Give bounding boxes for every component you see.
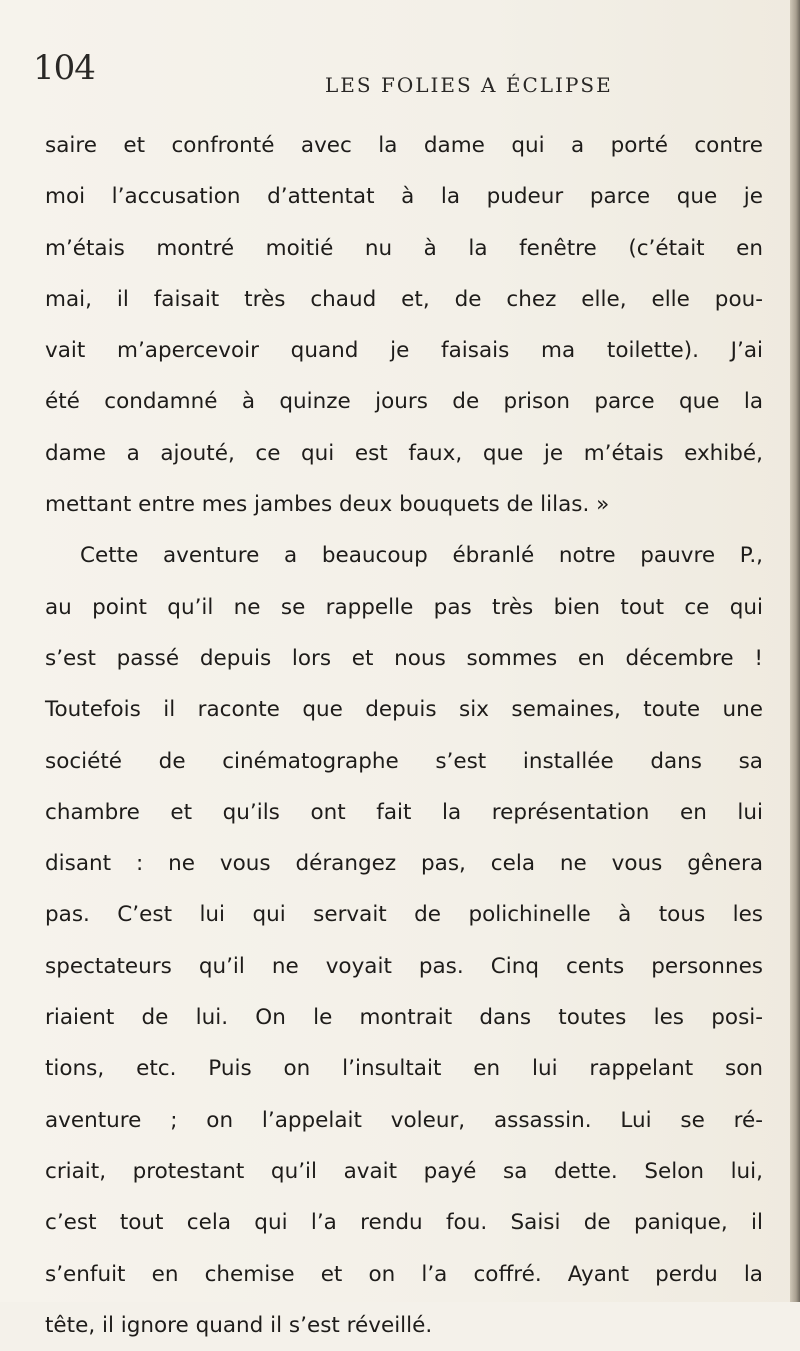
text-line: tions, etc. Puis on l’insultait en lui rappelant son (45, 1056, 763, 1082)
text-line: vait m’apercevoir quand je faisais ma toilette). J’ai (45, 338, 763, 364)
text-line: s’enfuit en chemise et on l’a coffré. Ayant perdu la (45, 1261, 763, 1287)
text-line: au point qu’il ne se rappelle pas très bien tout ce qui (45, 594, 763, 620)
text-line: société de cinématographe s’est installée dans sa (45, 748, 763, 774)
text-line: criait, protestant qu’il avait payé sa dette. Selon lui, (45, 1158, 763, 1184)
text-line: aventure ; on l’appelait voleur, assassin. Lui se ré- (45, 1107, 763, 1133)
text-line: saire et confronté avec la dame qui a porté contre (45, 133, 763, 158)
text-line: spectateurs qu’il ne voyait pas. Cinq cents personnes (45, 953, 763, 979)
text-line: riaient de lui. On le montrait dans toutes les posi- (45, 1005, 763, 1031)
text-line: disant : ne vous dérangez pas, cela ne vous gênera (45, 851, 763, 877)
text-line: pas. C’est lui qui servait de polichinelle à tous les (45, 902, 763, 928)
text-line: c’est tout cela qui l’a rendu fou. Saisi de panique, il (45, 1210, 763, 1236)
running-head: LES FOLIES A ÉCLIPSE (325, 73, 613, 97)
text-line: mai, il faisait très chaud et, de chez elle, elle pou- (45, 286, 763, 312)
text-line: été condamné à quinze jours de prison parce que la (45, 389, 763, 415)
text-line: tête, il ignore quand il s’est réveillé. (45, 1312, 433, 1338)
page-number: 104 (33, 48, 95, 88)
page-edge (790, 0, 800, 1302)
body-text (45, 120, 763, 1351)
text-line: dame a ajouté, ce qui est faux, que je m’étais exhibé, (45, 440, 763, 466)
text-line: m’étais montré moitié nu à la fenêtre (c’était en (45, 235, 763, 261)
text-line: mettant entre mes jambes deux bouquets de lilas. » (45, 492, 610, 518)
text-line: moi l’accusation d’attentat à la pudeur parce que je (45, 184, 763, 210)
text-line: chambre et qu’ils ont fait la représentation en lui (45, 799, 763, 825)
text-line: Cette aventure a beaucoup ébranlé notre pauvre P., (80, 543, 763, 569)
text-line: Toutefois il raconte que depuis six semaines, toute une (45, 697, 763, 723)
text-line: s’est passé depuis lors et nous sommes en décembre ! (45, 645, 763, 671)
